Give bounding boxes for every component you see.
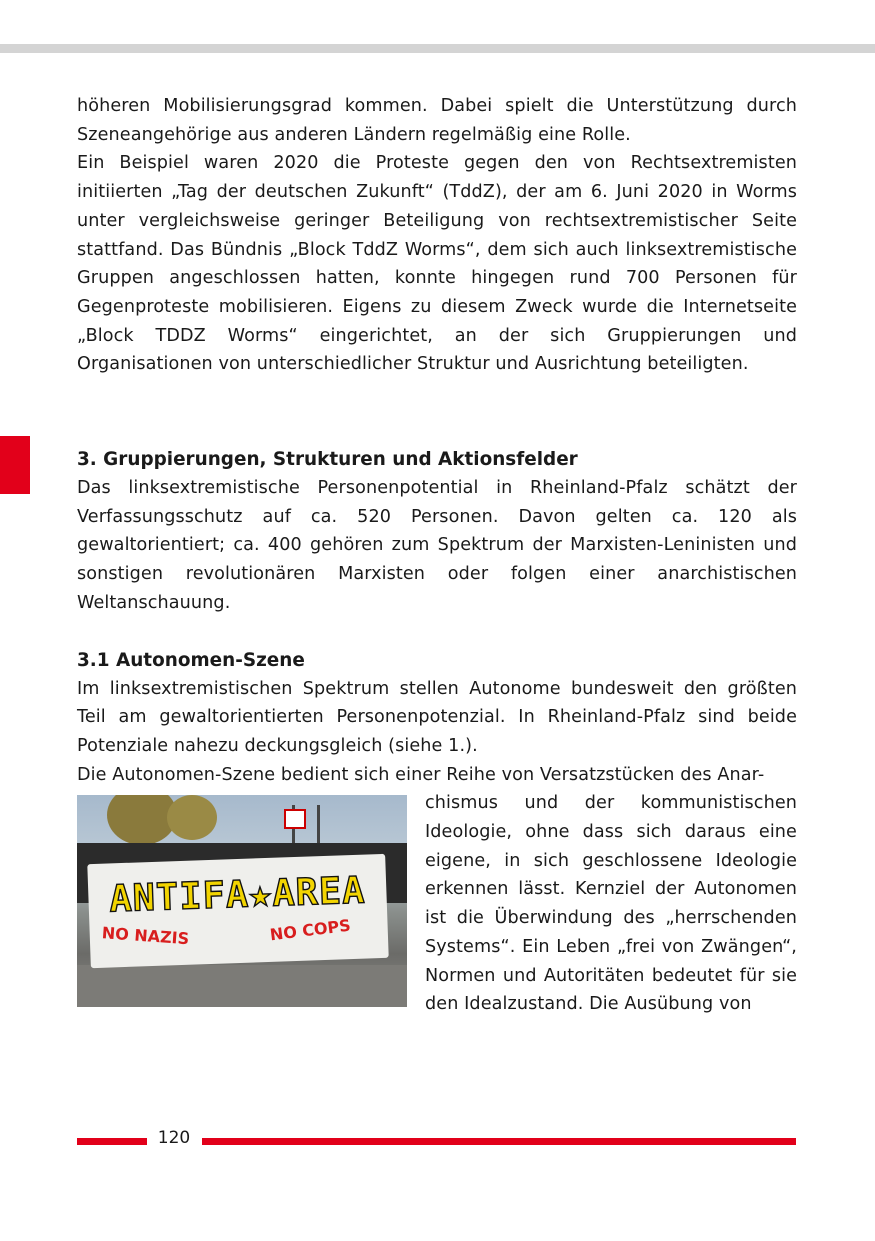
subsection-paragraph-2-rest: chismus und der kommunistischen Ideologie, ohne dass sich daraus eine eigene, in sich geschlossene Ideologie erkennen lässt. Kernziel der Autonomen ist die Überwindung des „herrschenden Systems“. Ein Leben „frei von Zwängen“, Normen und Autoritäten bedeutet für sie den Idealzustand. Die Ausübung von <box>425 793 797 1015</box>
intro-paragraph-2: Ein Beispiel waren 2020 die Proteste gegen den von Rechtsextremisten initiierten „Tag der deutschen Zukunft“ (TddZ), der am 6. Juni 2020 in Worms unter vergleichsweise geringer Beteiligung von rechtsextremistischer Seite stattfand. Das Bündnis „Block TddZ Worms“, dem sich auch linksextremistische Gruppen angeschlossen hatten, konnte hingegen rund 700 Personen für Gegenproteste mobilisieren. Eigens zu diesem Zweck wurde die Internetseite „Block TDDZ Worms“ eingerichtet, an der sich Gruppierungen und Organisationen von unterschiedlicher Struktur und Ausrichtung beteiligten. <box>77 153 797 375</box>
subsection-paragraph-2-lead: Die Autonomen-Szene bedient sich einer Reihe von Versatzstücken des Anar- <box>77 764 765 785</box>
banner-left-text: NO NAZIS <box>101 923 190 949</box>
protest-photo <box>77 795 407 1007</box>
intro-paragraph-1: höheren Mobilisierungsgrad kommen. Dabei spielt die Unterstützung durch Szeneangehörige aus anderen Ländern regelmäßig eine Rolle. <box>77 96 797 145</box>
banner-right-text: NO COPS <box>268 915 352 945</box>
chapter-marker <box>0 436 30 494</box>
tree-shape <box>167 795 217 840</box>
section-heading: 3. Gruppierungen, Strukturen und Aktionsfelder <box>77 449 578 471</box>
footer-rule-right <box>202 1138 796 1145</box>
page-content <box>77 92 797 1019</box>
traffic-sign-icon <box>284 809 306 829</box>
road-shape <box>77 965 407 1007</box>
banner-main-text: ANTIFA★AREA <box>108 868 367 921</box>
top-rule <box>0 44 875 53</box>
page-number: 120 <box>157 1128 191 1148</box>
section-paragraph: Das linksextremistische Personenpotential in Rheinland-Pfalz schätzt der Verfassungsschutz auf ca. 520 Personen. Davon gelten ca. 120 als gewaltorientiert; ca. 400 gehören zum Spektrum der Marxisten-Leninisten und sonstigen revolutionären Marxisten oder folgen einer anarchistischen Weltanschauung. <box>77 478 797 613</box>
protest-banner <box>87 854 388 968</box>
footer-rule-left <box>77 1138 147 1145</box>
subsection-heading: 3.1 Autonomen-Szene <box>77 649 305 671</box>
subsection-paragraph-1: Im linksextremistischen Spektrum stellen Autonome bundesweit den größten Teil am gewaltorientierten Personenpotenzial. In Rheinland-Pfalz sind beide Potenziale nahezu deckungsgleich (siehe 1.). <box>77 678 797 756</box>
